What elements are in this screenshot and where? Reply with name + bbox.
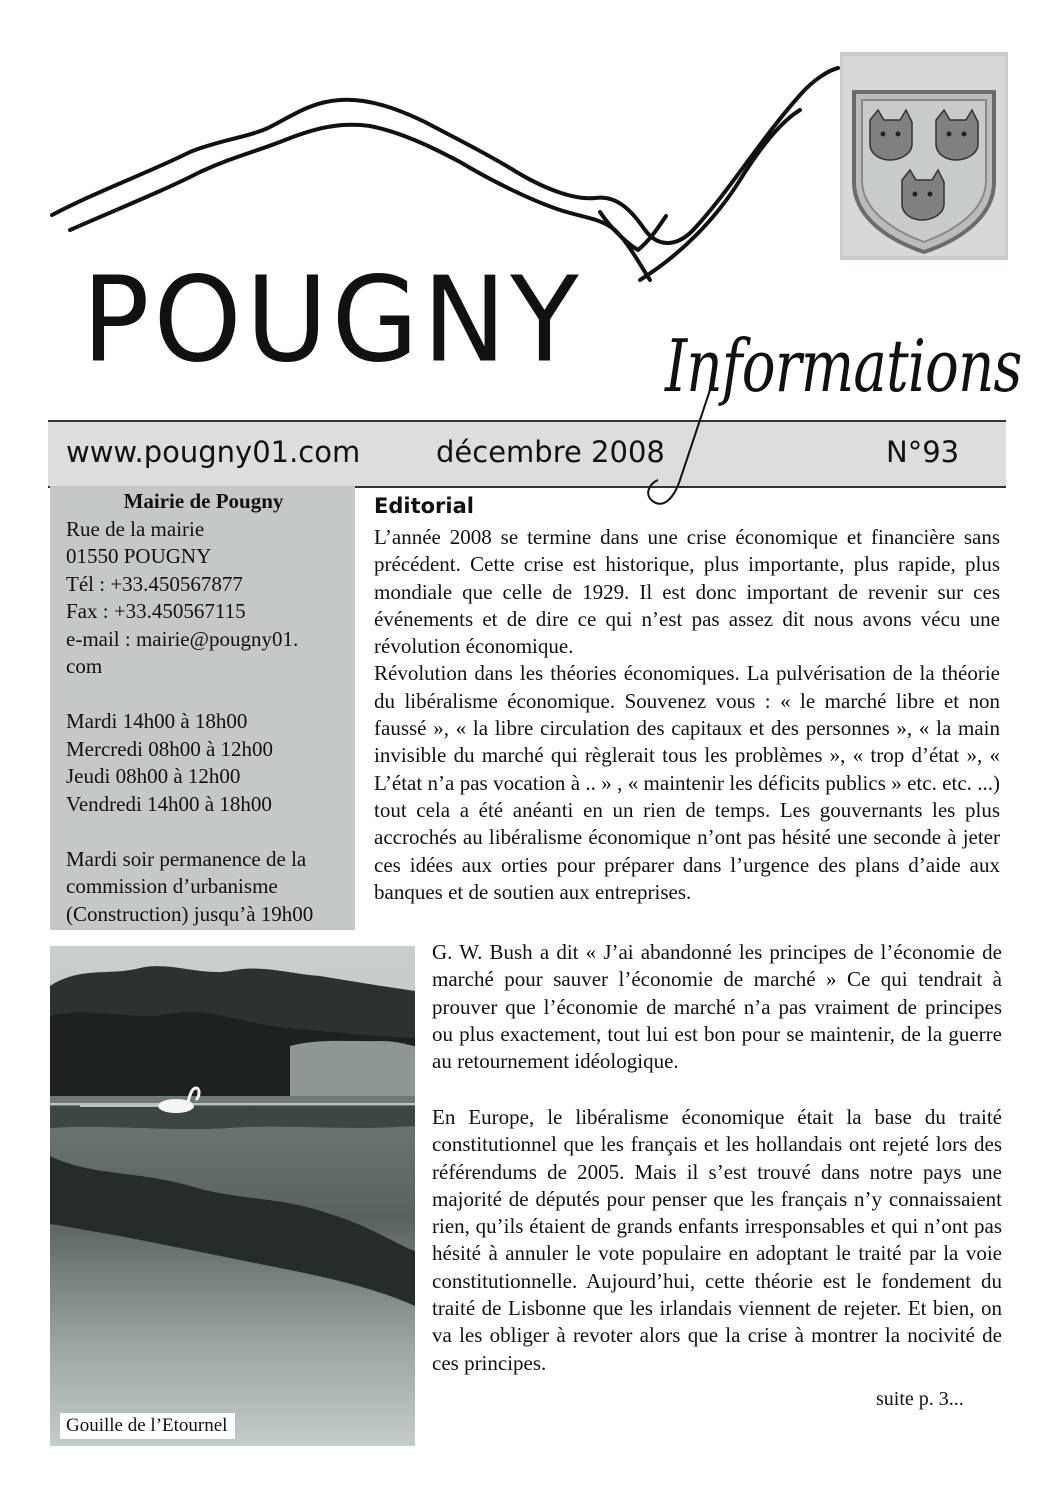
town-hall-title: Mairie de Pougny <box>123 489 284 513</box>
note-line: (Construction) jusqu’à 19h00 <box>66 901 314 926</box>
photo-caption: Gouille de l’Etournel <box>60 1413 235 1439</box>
fax-line: Fax : +33.450567115 <box>66 599 246 623</box>
address-line: Rue de la mairie <box>66 516 205 541</box>
hours-line: Jeudi 08h00 à 12h00 <box>66 764 241 788</box>
email-line-continued[interactable]: com <box>66 654 103 678</box>
editorial-paragraph-3: En Europe, le libéralisme économique était la base du traité constitutionnel que les français et les hollandais ont rejeté lors des référendums de 2005. Mais il s’est trouvé dans notre pays une majorité de députés pour penser que les français n’y connaissaient rien, qu’ils étaient de grands enfants irresponsables et qui n’ont pas hésité à annuler le vote populaire en adoptant le traité par la voie constitutionnelle. Aujourd’hui, cette théorie est le fondement du traité de Lisbonne que les irlandais viennent de rejeter. Et bien, on va les obliger à revoter alors que la crise à montrer la nocivité de ces principes. <box>432 1105 1002 1375</box>
editorial-paragraph-1a: L’année 2008 se termine dans une crise économique et financière sans précédent. Cette crise est historique, plus importante, plus rapide, plus mondiale que celle de 1929. Il est donc important de revenir sur ces événements et de dire ce qui n’est pas assez dit nous avons vécu une révolution économique. <box>374 525 1000 659</box>
page-subtitle: Informations <box>665 324 1022 408</box>
decorative-flourish-icon <box>640 380 760 520</box>
note-line: commission d’urbanisme <box>66 874 278 898</box>
note-line: Mardi soir permanence de la <box>66 846 307 871</box>
hours-line: Mardi 14h00 à 18h00 <box>66 709 248 733</box>
coat-of-arms-icon <box>840 52 1008 260</box>
continued-link: suite p. 3... <box>876 1388 964 1410</box>
editorial-heading: Editorial <box>374 494 474 518</box>
phone-line: Tél : +33.450567877 <box>66 571 243 596</box>
address-line: 01550 POUGNY <box>66 544 212 568</box>
lake-swan-photo <box>50 946 415 1446</box>
issue-date: décembre 2008 <box>436 435 665 469</box>
page-title: POUGNY <box>82 252 583 390</box>
editorial-paragraph-1b: Révolution dans les théories économiques. La pulvérisation de la théorie du libéralisme économique. Souvenez vous : « le marché libre et non faussé », « la libre circulation des capitaux et des personnes », « la main invisible du marché qui règlerait tous les problèmes », « trop d’état », « L’état n’a pas vocation à .. » , « maintenir les déficits publics » etc. etc. ...) tout cela a été anéanti en un rien de temps. Les gouvernants les plus accrochés au libéralisme économique n’ont pas hésité une seconde à jeter ces idées aux orties pour préparer dans l’urgence des plans d’aide aux banques et de soutien aux entreprises. <box>374 661 1000 904</box>
hours-line: Vendredi 14h00 à 18h00 <box>66 791 272 816</box>
town-hall-info-box <box>50 486 355 930</box>
email-line[interactable]: e-mail : mairie@pougny01. <box>66 626 299 651</box>
issue-number: N°93 <box>886 435 960 469</box>
editorial-paragraph-1 <box>374 524 1000 906</box>
hours-line: Mercredi 08h00 à 12h00 <box>66 736 274 761</box>
website-link[interactable]: www.pougny01.com <box>66 435 361 469</box>
editorial-paragraph-2: G. W. Bush a dit « J’ai abandonné les principes de l’économie de marché pour sauver l’économie de marché » Ce qui tendrait à prouver que l’économie de marché n’a pas vraiment de principes ou plus exactement, tout lui est bon pour se maintenir, de la guerre au retournement idéologique. <box>432 940 1002 1074</box>
